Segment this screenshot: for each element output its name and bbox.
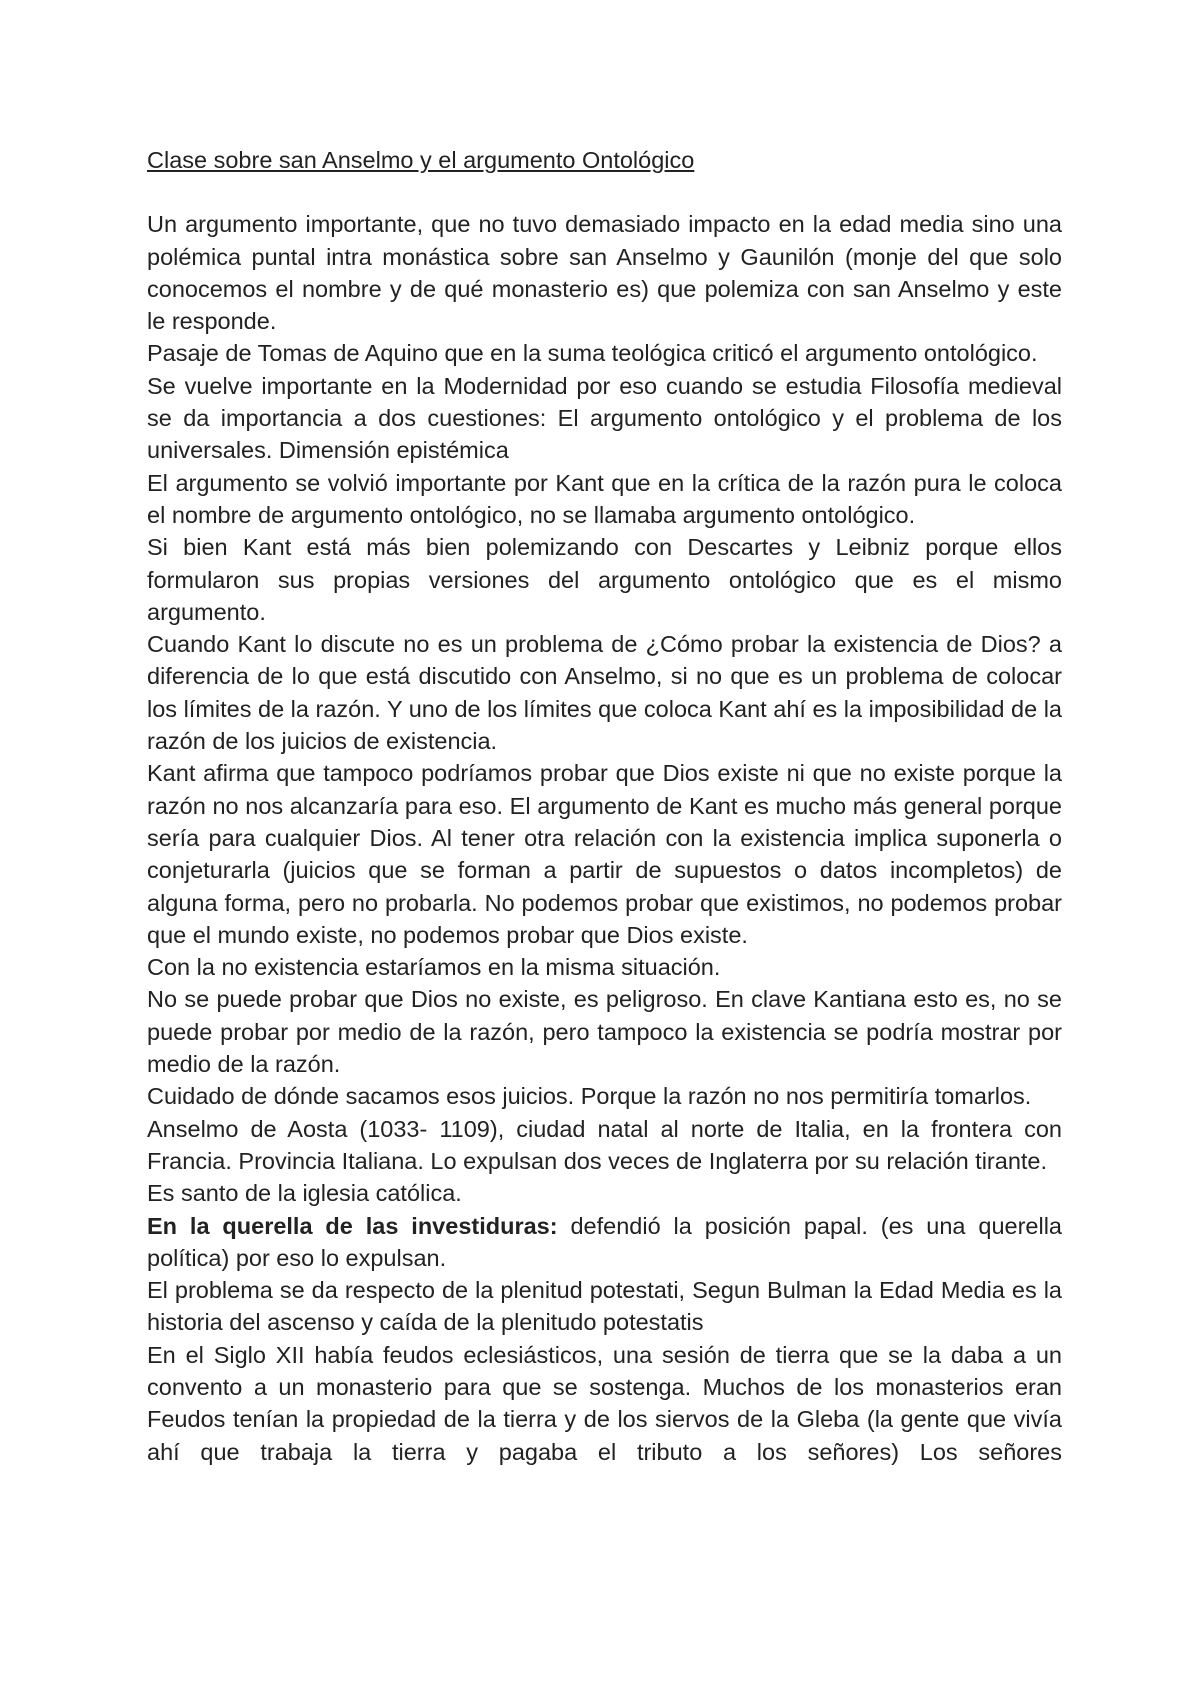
document-title: Clase sobre san Anselmo y el argumento Ontológico	[147, 147, 695, 173]
paragraph-14: El problema se da respecto de la plenitud potestati, Segun Bulman la Edad Media es la historia del ascenso y caída de la plenitudo potestatis	[147, 1277, 1062, 1336]
paragraph-10: Cuidado de dónde sacamos esos juicios. Porque la razón no nos permitiría tomarlos.	[147, 1083, 1032, 1110]
paragraph-7: Kant afirma que tampoco podríamos probar que Dios existe ni que no existe porque la razón no nos alcanzaría para eso. El argumento de Kant es mucho más general porque sería para cualquier Dios. Al tener otra relación con la existencia implica suponerla o conjeturarla (juicios que se forman a partir de supuestos o datos incompletos) de alguna forma, pero no probarla. No podemos probar que existimos, no podemos probar que el mundo existe, no podemos probar que Dios existe.	[147, 760, 1062, 948]
paragraph-13-text: defendió la posición papal. (es una querella política) por eso lo expulsan.	[147, 1212, 1062, 1271]
paragraph-6: Cuando Kant lo discute no es un problema de ¿Cómo probar la existencia de Dios? a diferencia de lo que está discutido con Anselmo, si no que es un problema de colocar los límites de la razón. Y uno de los límites que coloca Kant ahí es la imposibilidad de la razón de los juicios de existencia.	[147, 631, 1062, 755]
paragraph-15: En el Siglo XII había feudos eclesiásticos, una sesión de tierra que se la daba a un convento a un monasterio para que se sostenga. Muchos de los monasterios eran Feudos tenían la propiedad de la tierra y de los siervos de la Gleba (la gente que vivía ahí que trabaja la tierra y pagaba el tributo a los señores) Los señores	[147, 1341, 1062, 1465]
paragraph-13-bold-lead: En la querella de las investiduras:	[147, 1212, 558, 1239]
paragraph-1: Un argumento importante, que no tuvo demasiado impacto en la edad media sino una polémica puntal intra monástica sobre san Anselmo y Gaunilón (monje del que solo conocemos el nombre y de qué monasterio es) que polemiza con san Anselmo y este le responde.	[147, 211, 1062, 335]
paragraph-8: Con la no existencia estaríamos en la misma situación.	[147, 954, 721, 981]
paragraph-11: Anselmo de Aosta (1033- 1109), ciudad natal al norte de Italia, en la frontera con Francia. Provincia Italiana. Lo expulsan dos veces de Inglaterra por su relación tirante.	[147, 1115, 1062, 1174]
document-page	[147, 144, 1062, 1468]
paragraph-12: Es santo de la iglesia católica.	[147, 1180, 462, 1207]
paragraph-9: No se puede probar que Dios no existe, es peligroso. En clave Kantiana esto es, no se puede probar por medio de la razón, pero tampoco la existencia se podría mostrar por medio de la razón.	[147, 986, 1062, 1078]
paragraph-5: Si bien Kant está más bien polemizando con Descartes y Leibniz porque ellos formularon sus propias versiones del argumento ontológico que es el mismo argumento.	[147, 534, 1062, 625]
paragraph-4: El argumento se volvió importante por Kant que en la crítica de la razón pura le coloca el nombre de argumento ontológico, no se llamaba argumento ontológico.	[147, 469, 1062, 528]
paragraph-13	[147, 1210, 1062, 1275]
paragraph-3: Se vuelve importante en la Modernidad por eso cuando se estudia Filosofía medieval se da importancia a dos cuestiones: El argumento ontológico y el problema de los universales. Dimensión epistémica	[147, 372, 1062, 464]
paragraph-2: Pasaje de Tomas de Aquino que en la suma teológica criticó el argumento ontológico.	[147, 340, 1038, 367]
